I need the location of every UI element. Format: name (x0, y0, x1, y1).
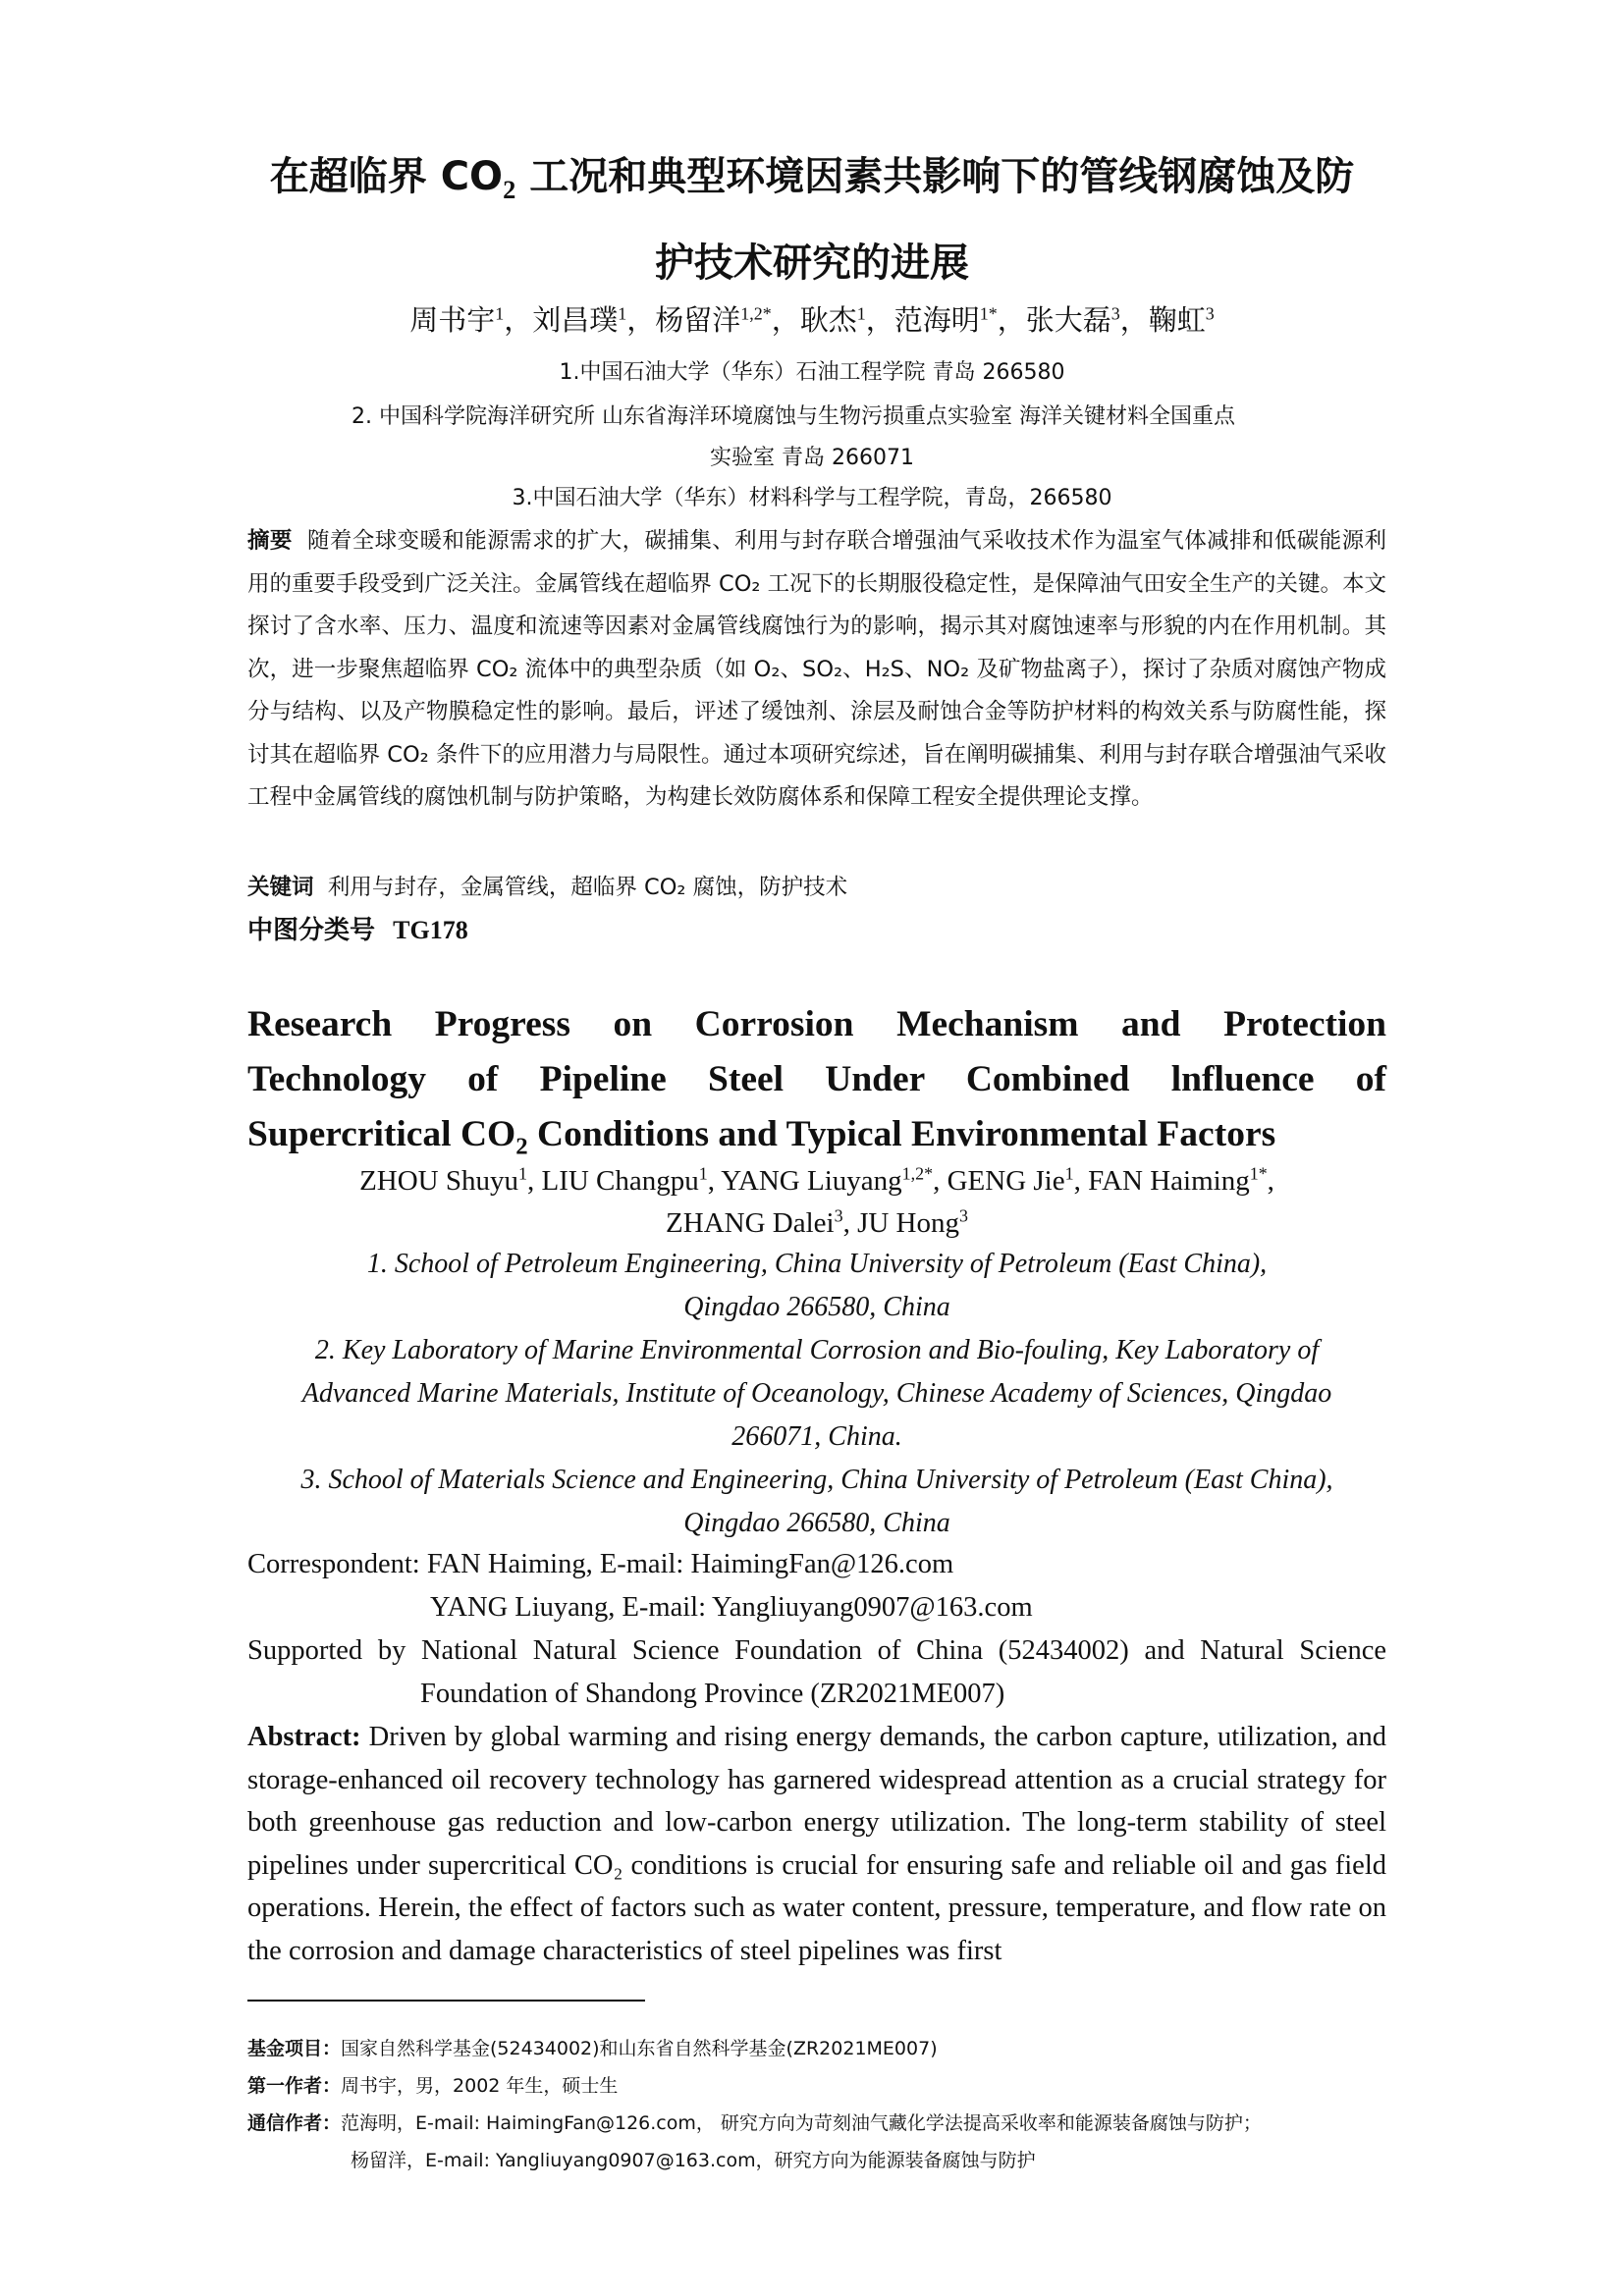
en-author-name: FAN Haiming (1088, 1165, 1250, 1197)
cn-author-list: 周书宇$^1$，刘昌璞$^1$，杨留洋$^{1,2*}$，耿杰$^1$，范海明$^{1*}$，张大磊$^3$，鞠虹$^3$ (409, 303, 1215, 337)
cn-affiliation-1: 1.中国石油大学（华东）石油工程学院 青岛 266580 (559, 360, 1065, 385)
en-affiliation-2-line-2: Advanced Marine Materials, Institute of Oceanology, Chinese Academy of Sciences, Qingdao (301, 1378, 1332, 1409)
footnote-correspondence-line-1: 范海明，E-mail: HaimingFan@126.com， 研究方向为苛刻油气藏化学法提高采收率和能源装备腐蚀与防护； (341, 2112, 1262, 2134)
en-abstract-text: Driven by global warming and rising energy demands, the carbon capture, utilization, and storage-enhanced oil recovery technology has garnered widespread attention as a crucial strategy for both greenhouse gas reduction and low-carbon energy utilization. The long-term stability of steel pipelines under supercritical CO₂ conditions is crucial for ensuring safe and reliable oil and gas field operations. Herein, the effect of factors such as water content, pressure, temperature, and flow rate on the corrosion and damage characteristics of steel pipelines was first (247, 1722, 1386, 1966)
en-affiliation-3-line-1: 3. School of Materials Science and Engineering, China University of Petroleum (East China), (300, 1465, 1333, 1495)
cn-author-name: 刘昌璞 (532, 303, 619, 337)
en-title (247, 997, 1386, 1162)
footnote-funding (247, 2034, 938, 2063)
en-author-superscript: 1 (1064, 1163, 1074, 1184)
cn-author-superscript: 1 (618, 303, 627, 324)
en-affiliation-1 (247, 1243, 1386, 1329)
en-affiliation-3 (247, 1459, 1386, 1545)
en-supported-line-2: Foundation of Shandong Province (ZR2021ME007) (420, 1679, 1005, 1709)
cn-keywords-text: 利用与封存，金属管线，超临界 CO₂ 腐蚀，防护技术 (327, 875, 848, 900)
cn-author-name: 耿杰 (799, 303, 857, 337)
footnote-first-author (247, 2071, 618, 2101)
en-author-list (247, 1160, 1386, 1245)
cn-author-name: 鞠虹 (1148, 303, 1206, 337)
en-affiliation-1-line-2: Qingdao 266580, China (683, 1292, 950, 1322)
cn-author-superscript: 3 (1205, 303, 1215, 324)
en-author-superscript: 3 (958, 1205, 968, 1226)
footnote-first-author-text: 周书宇，男，2002 年生，硕士生 (341, 2075, 619, 2097)
en-correspondent-line-2: YANG Liuyang, E-mail: Yangliuyang0907@163.com (430, 1592, 1033, 1623)
en-author-superscript: 1* (1249, 1163, 1268, 1184)
cn-abstract-label: 摘要 (247, 528, 293, 554)
cn-classification (247, 913, 468, 948)
footnote-correspondence-label: 通信作者： (247, 2112, 342, 2134)
en-affiliation-3-line-2: Qingdao 266580, China (683, 1508, 950, 1538)
en-author-superscript: 1 (518, 1163, 527, 1184)
en-correspondent-line-1: Correspondent: FAN Haiming, E-mail: HaimingFan@126.com (247, 1549, 954, 1579)
en-title-line-2: Technology of Pipeline Steel Under Combined lnfluence of (247, 1059, 1386, 1099)
cn-author-superscript: 1* (979, 303, 998, 324)
cn-author-name: 范海明 (893, 303, 980, 337)
en-author-name: ZHANG Dalei (666, 1207, 835, 1239)
en-affiliation-2 (247, 1329, 1386, 1459)
en-authors-line-1: ZHOU Shuyu$^1$, LIU Changpu$^1$, YANG Liuyang$^{1,2*}$, GENG Jie$^1$, FAN Haiming$^{1*}$, (359, 1163, 1274, 1197)
cn-author-name: 周书宇 (409, 303, 496, 337)
cn-keywords (247, 871, 1386, 904)
cn-author-superscript: 1,2* (740, 303, 772, 324)
cn-abstract (247, 520, 1386, 820)
cn-author-superscript: 1 (856, 303, 866, 324)
cn-author-superscript: 3 (1110, 303, 1120, 324)
en-author-name: JU Hong (857, 1207, 959, 1239)
en-affiliation-2-line-3: 266071, China. (731, 1421, 902, 1452)
footnote-divider (247, 2000, 645, 2002)
en-author-name: ZHOU Shuyu (359, 1165, 518, 1197)
cn-class-label: 中图分类号 (247, 916, 376, 945)
footnote-first-author-label: 第一作者： (247, 2075, 342, 2097)
cn-title-line-1: 在超临界 $CO_2$ 工况和典型环境因素共影响下的管线钢腐蚀及防 (269, 154, 1355, 204)
en-abstract (247, 1716, 1386, 1972)
en-author-name: GENG Jie (947, 1165, 1065, 1197)
cn-affiliation-2-line-1: 2. 中国科学院海洋研究所 山东省海洋环境腐蚀与生物污损重点实验室 海洋关键材料全国重点 (352, 404, 1235, 429)
en-author-name: LIU Changpu (541, 1165, 699, 1197)
en-author-superscript: 3 (834, 1205, 843, 1226)
footnote-funding-label: 基金项目： (247, 2038, 342, 2059)
footnote-funding-text: 国家自然科学基金(52434002)和山东省自然科学基金(ZR2021ME007) (341, 2038, 938, 2059)
cn-affiliation-3: 3.中国石油大学（华东）材料科学与工程学院，青岛，266580 (512, 486, 1112, 510)
footnote-correspondence (247, 2109, 1262, 2138)
en-affiliation-2-line-1: 2. Key Laboratory of Marine Environmental Corrosion and Bio-fouling, Key Laboratory of (314, 1335, 1320, 1365)
cn-author-name: 张大磊 (1025, 303, 1111, 337)
cn-title-line-2: 护技术研究的进展 (655, 240, 969, 286)
en-author-superscript: 1,2* (901, 1163, 934, 1184)
cn-class-value: TG178 (393, 916, 468, 944)
en-authors-line-2: ZHANG Dalei$^3$, JU Hong$^3$ (666, 1205, 968, 1239)
cn-affiliation-2-line-2: 实验室 青岛 266071 (710, 446, 914, 470)
en-author-name: YANG Liuyang (721, 1165, 902, 1197)
footnote-correspondence-line-2: 杨留洋，E-mail: Yangliuyang0907@163.com，研究方向为能源装备腐蚀与防护 (351, 2150, 1036, 2171)
en-abstract-label: Abstract: (247, 1722, 361, 1752)
cn-author-superscript: 1 (495, 303, 505, 324)
en-title-line-1: Research Progress on Corrosion Mechanism and Protection (247, 1004, 1386, 1044)
en-supported-line-1: Supported by National Natural Science Foundation of China (52434002) and Natural Science (247, 1635, 1386, 1666)
cn-author-name: 杨留洋 (655, 303, 741, 337)
en-affiliation-1-line-1: 1. School of Petroleum Engineering, China University of Petroleum (East China), (366, 1249, 1268, 1279)
en-author-superscript: 1 (698, 1163, 708, 1184)
en-title-line-3: Supercritical $CO_2$ Conditions and Typical Environmental Factors (247, 1114, 1276, 1160)
cn-keywords-label: 关键词 (247, 875, 314, 900)
cn-abstract-text: 随着全球变暖和能源需求的扩大，碳捕集、利用与封存联合增强油气采收技术作为温室气体减排和低碳能源利用的重要手段受到广泛关注。金属管线在超临界 CO₂ 工况下的长期服役稳定性，是保障油气田安全生产的关键。本文探讨了含水率、压力、温度和流速等因素对金属管线腐蚀行为的影响，揭示其对腐蚀速率与形貌的内在作用机制。其次，进一步聚焦超临界 CO₂ 流体中的典型杂质（如 O₂、SO₂、H₂S、NO₂ 及矿物盐离子），探讨了杂质对腐蚀产物成分与结构、以及产物膜稳定性的影响。最后，评述了缓蚀剂、涂层及耐蚀合金等防护材料的构效关系与防腐性能，探讨其在超临界 CO₂ 条件下的应用潜力与局限性。通过本项研究综述，旨在阐明碳捕集、利用与封存联合增强油气采收工程中金属管线的腐蚀机制与防护策略，为构建长效防腐体系和保障工程安全提供理论支撑。 (247, 528, 1386, 810)
